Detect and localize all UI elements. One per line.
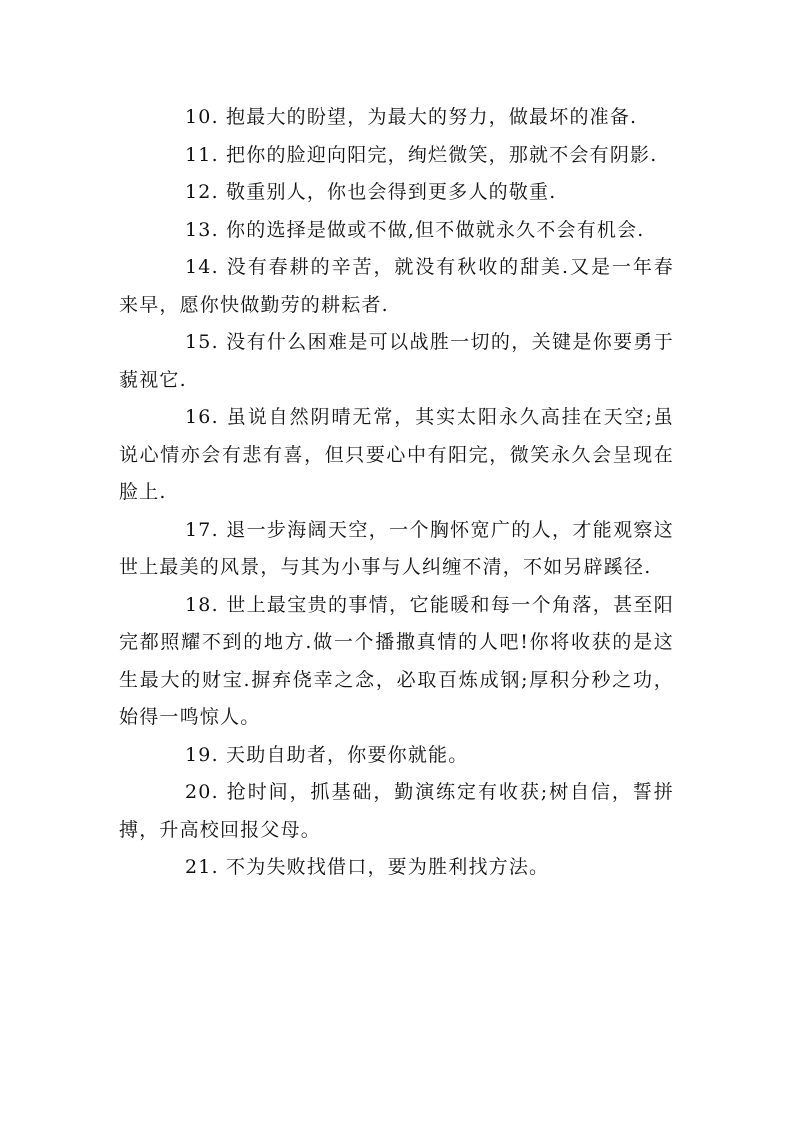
paragraph-14: 14. 没有春耕的辛苦，就没有秋收的甜美.又是一年春来早，愿你快做勤劳的耕耘者.: [119, 256, 674, 316]
paragraph-20: 20. 抢时间，抓基础，勤演练定有收获;树自信，誓拼搏，升高校回报父母。: [119, 781, 674, 841]
paragraph-15: 15. 没有什么困难是可以战胜一切的，关键是你要勇于藐视它.: [119, 331, 674, 391]
paragraph-18: 18. 世上最宝贵的事情，它能暖和每一个角落，甚至阳完都照耀不到的地方.做一个播撒真情的人吧!你将收获的是这生最大的财宝.摒弃侥幸之念，必取百炼成钢;厚积分秒之功，始得一鸣惊人。: [119, 593, 674, 728]
paragraph-21: 21. 不为失败找借口，要为胜利找方法。: [185, 856, 550, 878]
paragraph-16: 16. 虽说自然阴晴无常，其实太阳永久高挂在天空;虽说心情亦会有悲有喜，但只要心中有阳完，微笑永久会呈现在脸上.: [119, 406, 674, 503]
paragraph-17: 17. 退一步海阔天空，一个胸怀宽广的人，才能观察这世上最美的风景，与其为小事与人纠缠不清，不如另辟蹊径.: [119, 518, 674, 578]
paragraph-19: 19. 天助自助者，你要你就能。: [185, 743, 469, 766]
document-body: [119, 99, 674, 887]
paragraph-11: 11. 把你的脸迎向阳完，绚烂微笑，那就不会有阴影.: [185, 143, 658, 166]
paragraph-13: 13. 你的选择是做或不做,但不做就永久不会有机会.: [185, 218, 645, 241]
paragraph-12: 12. 敬重别人，你也会得到更多人的敬重.: [185, 181, 557, 203]
paragraph-10: 10. 抱最大的盼望，为最大的努力，做最坏的准备.: [185, 106, 638, 128]
